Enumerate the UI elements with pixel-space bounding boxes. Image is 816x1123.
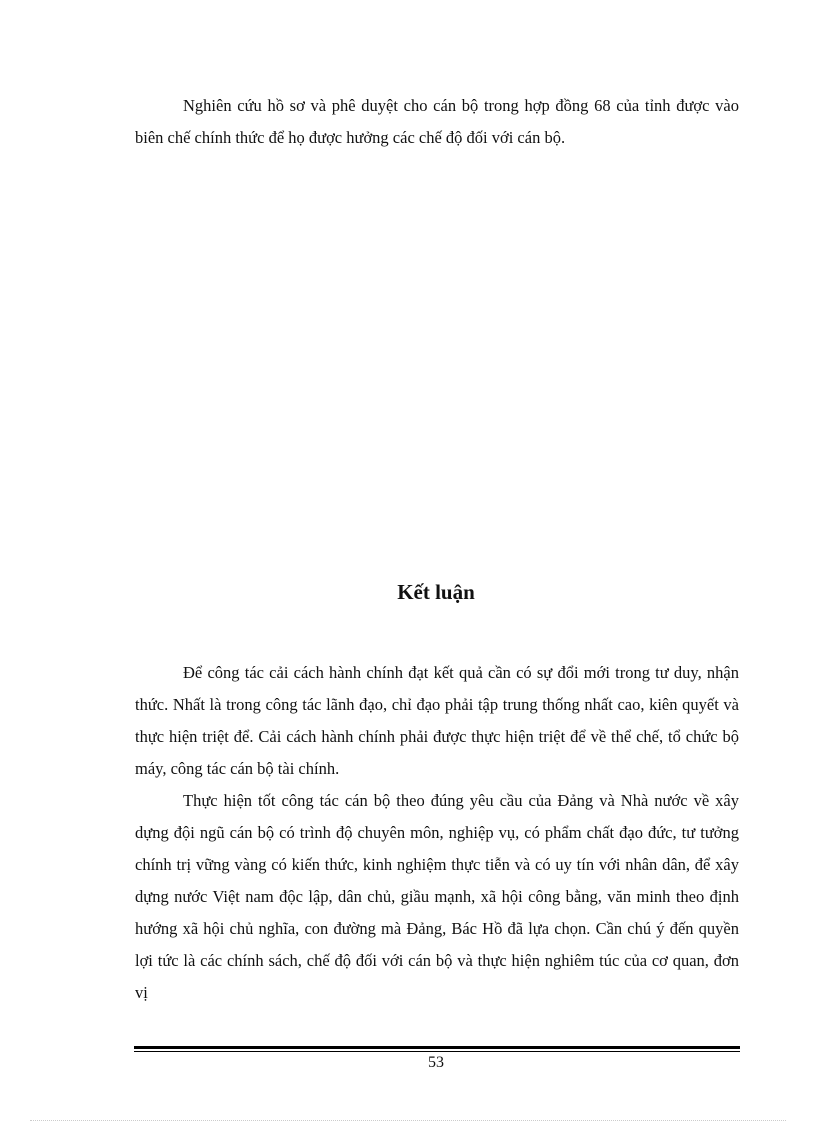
conclusion-paragraph-2: Thực hiện tốt công tác cán bộ theo đúng yêu cầu của Đảng và Nhà nước về xây dựng đội ngũ cán bộ có trình độ chuyên môn, nghiệp vụ, có phẩm chất đạo đức, tư tưởng chính trị vững vàng có kiến thức, kinh nghiệm thực tiễn và có uy tín với nhân dân, để xây dựng nước Việt nam độc lập, dân chủ, giầu mạnh, xã hội công bằng, văn minh theo định hướng xã hội chủ nghĩa, con đường mà Đảng, Bác Hồ đã lựa chọn. Cần chú ý đến quyền lợi tức là các chính sách, chế độ đối với cán bộ và thực hiện nghiêm túc của cơ quan, đơn vị	[135, 791, 739, 1002]
page-number: 53	[428, 1054, 444, 1071]
intro-paragraph: Nghiên cứu hồ sơ và phê duyệt cho cán bộ trong hợp đồng 68 của tỉnh được vào biên chế chính thức để họ được hưởng các chế độ đối với cán bộ.	[135, 96, 739, 147]
page-bottom-edge	[30, 1120, 786, 1121]
footer-rule-thin	[134, 1051, 740, 1052]
conclusion-paragraph-1: Để công tác cải cách hành chính đạt kết quả cần có sự đổi mới trong tư duy, nhận thức. Nhất là trong công tác lãnh đạo, chỉ đạo phải tập trung thống nhất cao, kiên quyết và thực hiện triệt để. Cải cách hành chính phải được thực hiện triệt để về thể chế, tổ chức bộ máy, công tác cán bộ tài chính.	[135, 663, 739, 778]
section-title: Kết luận	[397, 580, 475, 604]
footer-rule-thick	[134, 1046, 740, 1049]
